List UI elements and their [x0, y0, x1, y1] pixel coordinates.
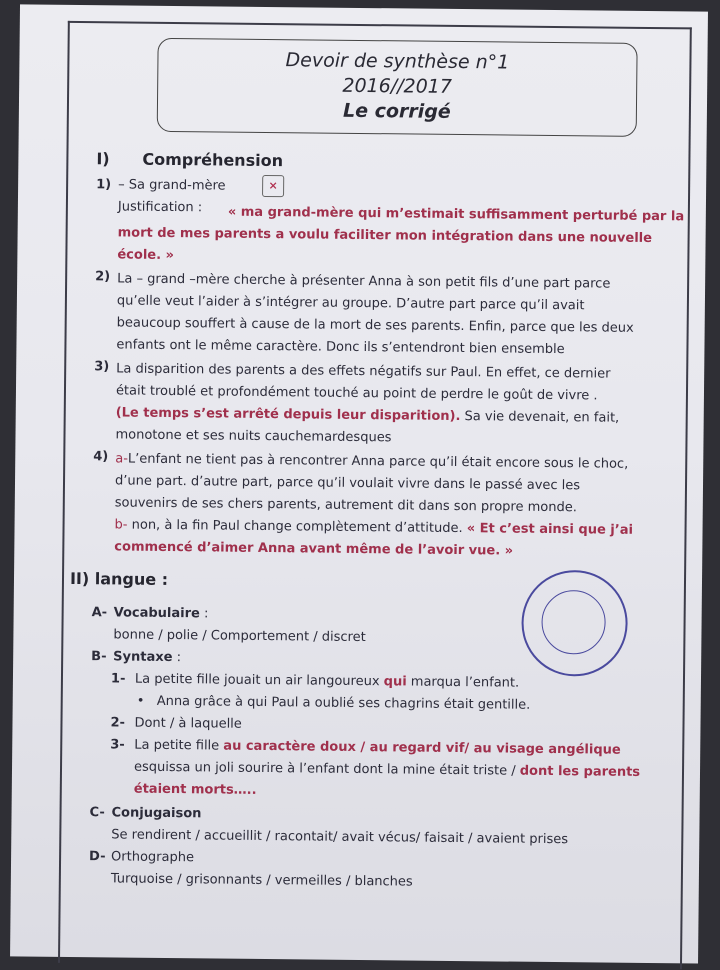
q2-line4: enfants ont le même caractère. Donc ils s’entendront bien ensemble [116, 337, 565, 358]
syntax-item3-line2-highlight: dont les parents [519, 763, 641, 780]
syntax-item1-number: 1- [110, 671, 126, 687]
q4-b-label: b- [114, 517, 128, 533]
exam-title: Devoir de synthèse n°1 [285, 49, 510, 74]
q4-number: 4) [93, 449, 109, 465]
vocab-colon: : [199, 606, 209, 622]
answer-key-title: Le corrigé [342, 99, 451, 123]
title-box [157, 38, 638, 137]
q1-justification-label: Justification : [117, 199, 203, 216]
syntax-item1-text: La petite fille jouait un air langoureux [134, 671, 384, 690]
syntax-item3-text: La petite fille [134, 737, 224, 754]
vocab-title-text: Vocabulaire [113, 605, 200, 622]
section2-title: II) langue : [69, 568, 169, 589]
cross-mark-icon: × [262, 175, 284, 197]
q3-line1: La disparition des parents a des effets négatifs sur Paul. En effet, ce dernier [116, 361, 611, 382]
q1-quote-line3: école. » [117, 247, 175, 264]
q2-line2: qu’elle veut l’aider à s’intégrer au groupe. D’autre part parce qu’il avait [116, 293, 585, 314]
syntax-item2-number: 2- [110, 715, 126, 731]
syntax-item2: Dont / à laquelle [134, 715, 242, 732]
conjugation-title: Conjugaison [111, 805, 202, 822]
syntax-item1-end: marqua l’enfant. [406, 674, 520, 691]
bullet-icon: • [136, 693, 145, 709]
school-year: 2016//2017 [342, 74, 453, 98]
school-stamp [521, 570, 628, 677]
syntax-title-text: Syntaxe [113, 649, 173, 666]
q2-line3: beaucoup souffert à cause de la mort de ses parents. Enfin, parce que les deux [116, 315, 634, 336]
q3-quote: (Le temps s’est arrêté depuis leur disparition). [115, 405, 461, 425]
syntax-label: B- [91, 649, 107, 665]
syntax-item3-number: 3- [110, 737, 125, 753]
syntax-item3-line3: étaient morts….. [133, 781, 257, 798]
school-stamp-inner-ring [541, 590, 606, 655]
section1-title: Compréhension [142, 149, 284, 171]
vocab-label: A- [91, 605, 108, 621]
syntax-item3-highlight: au caractère doux / au regard vif/ au visage angélique [223, 738, 621, 758]
q3-line4: monotone et ses nuits cauchemardesques [115, 427, 392, 446]
q4-line3: souvenirs de ses chers parents, autrement dit dans son propre monde. [114, 495, 577, 516]
spelling-title: Orthographe [111, 849, 195, 866]
spelling-label: D- [89, 849, 106, 865]
q3-line2: était troublé et profondément touché au point de perdre le goût de vivre . [115, 383, 598, 404]
q3-line3-rest: Sa vie devenait, en fait, [460, 409, 620, 426]
q1-answer: – Sa grand-mère [118, 177, 226, 194]
paper-sheet [10, 4, 708, 963]
q2-line1: La – grand –mère cherche à présenter Anna à son petit fils d’une part parce [117, 271, 611, 292]
syntax-bullet-text: Anna grâce à qui Paul a oublié ses chagrins était gentille. [156, 693, 531, 713]
syntax-item1-highlight: qui [383, 674, 407, 690]
q4-line2: d’une part. d’autre part, parce qu’il voulait vivre dans le passé avec les [114, 473, 581, 494]
vocab-title [114, 605, 209, 622]
q4-line4-text: non, à la fin Paul change complètement d’attitude. [127, 517, 467, 537]
q1-number: 1) [96, 177, 112, 193]
section1-numeral: I) [96, 149, 110, 169]
conjugation-label: C- [89, 805, 105, 821]
q4-quote-end: commencé d’aimer Anna avant même de l’avoir vue. » [114, 539, 514, 559]
vocab-answer: bonne / polie / Comportement / discret [113, 627, 366, 646]
q4-quote-start: « Et c’est ainsi que j’ai [466, 521, 634, 538]
syntax-title [113, 649, 181, 666]
q3-number: 3) [94, 359, 110, 375]
q4-line1-text: L’enfant ne tient pas à rencontrer Anna parce qu’il était encore sous le choc, [127, 451, 629, 472]
q1-quote-line2: mort de mes parents a voulu faciliter mon intégration dans une nouvelle [117, 225, 653, 247]
syntax-item3-line2-text: esquissa un joli sourire à l’enfant dont la mine était triste / [133, 759, 520, 779]
q4-a-label: a- [115, 451, 129, 467]
q2-number: 2) [95, 269, 111, 285]
q1-quote-line1: « ma grand-mère qui m’estimait suffisamment perturbé par la [227, 204, 685, 225]
syntax-colon: : [172, 650, 182, 666]
spelling-answer: Turquoise / grisonnants / vermeilles / blanches [110, 871, 413, 890]
conjugation-answer: Se rendirent / accueillit / racontait/ avait vécus/ faisait / avaient prises [111, 827, 569, 848]
